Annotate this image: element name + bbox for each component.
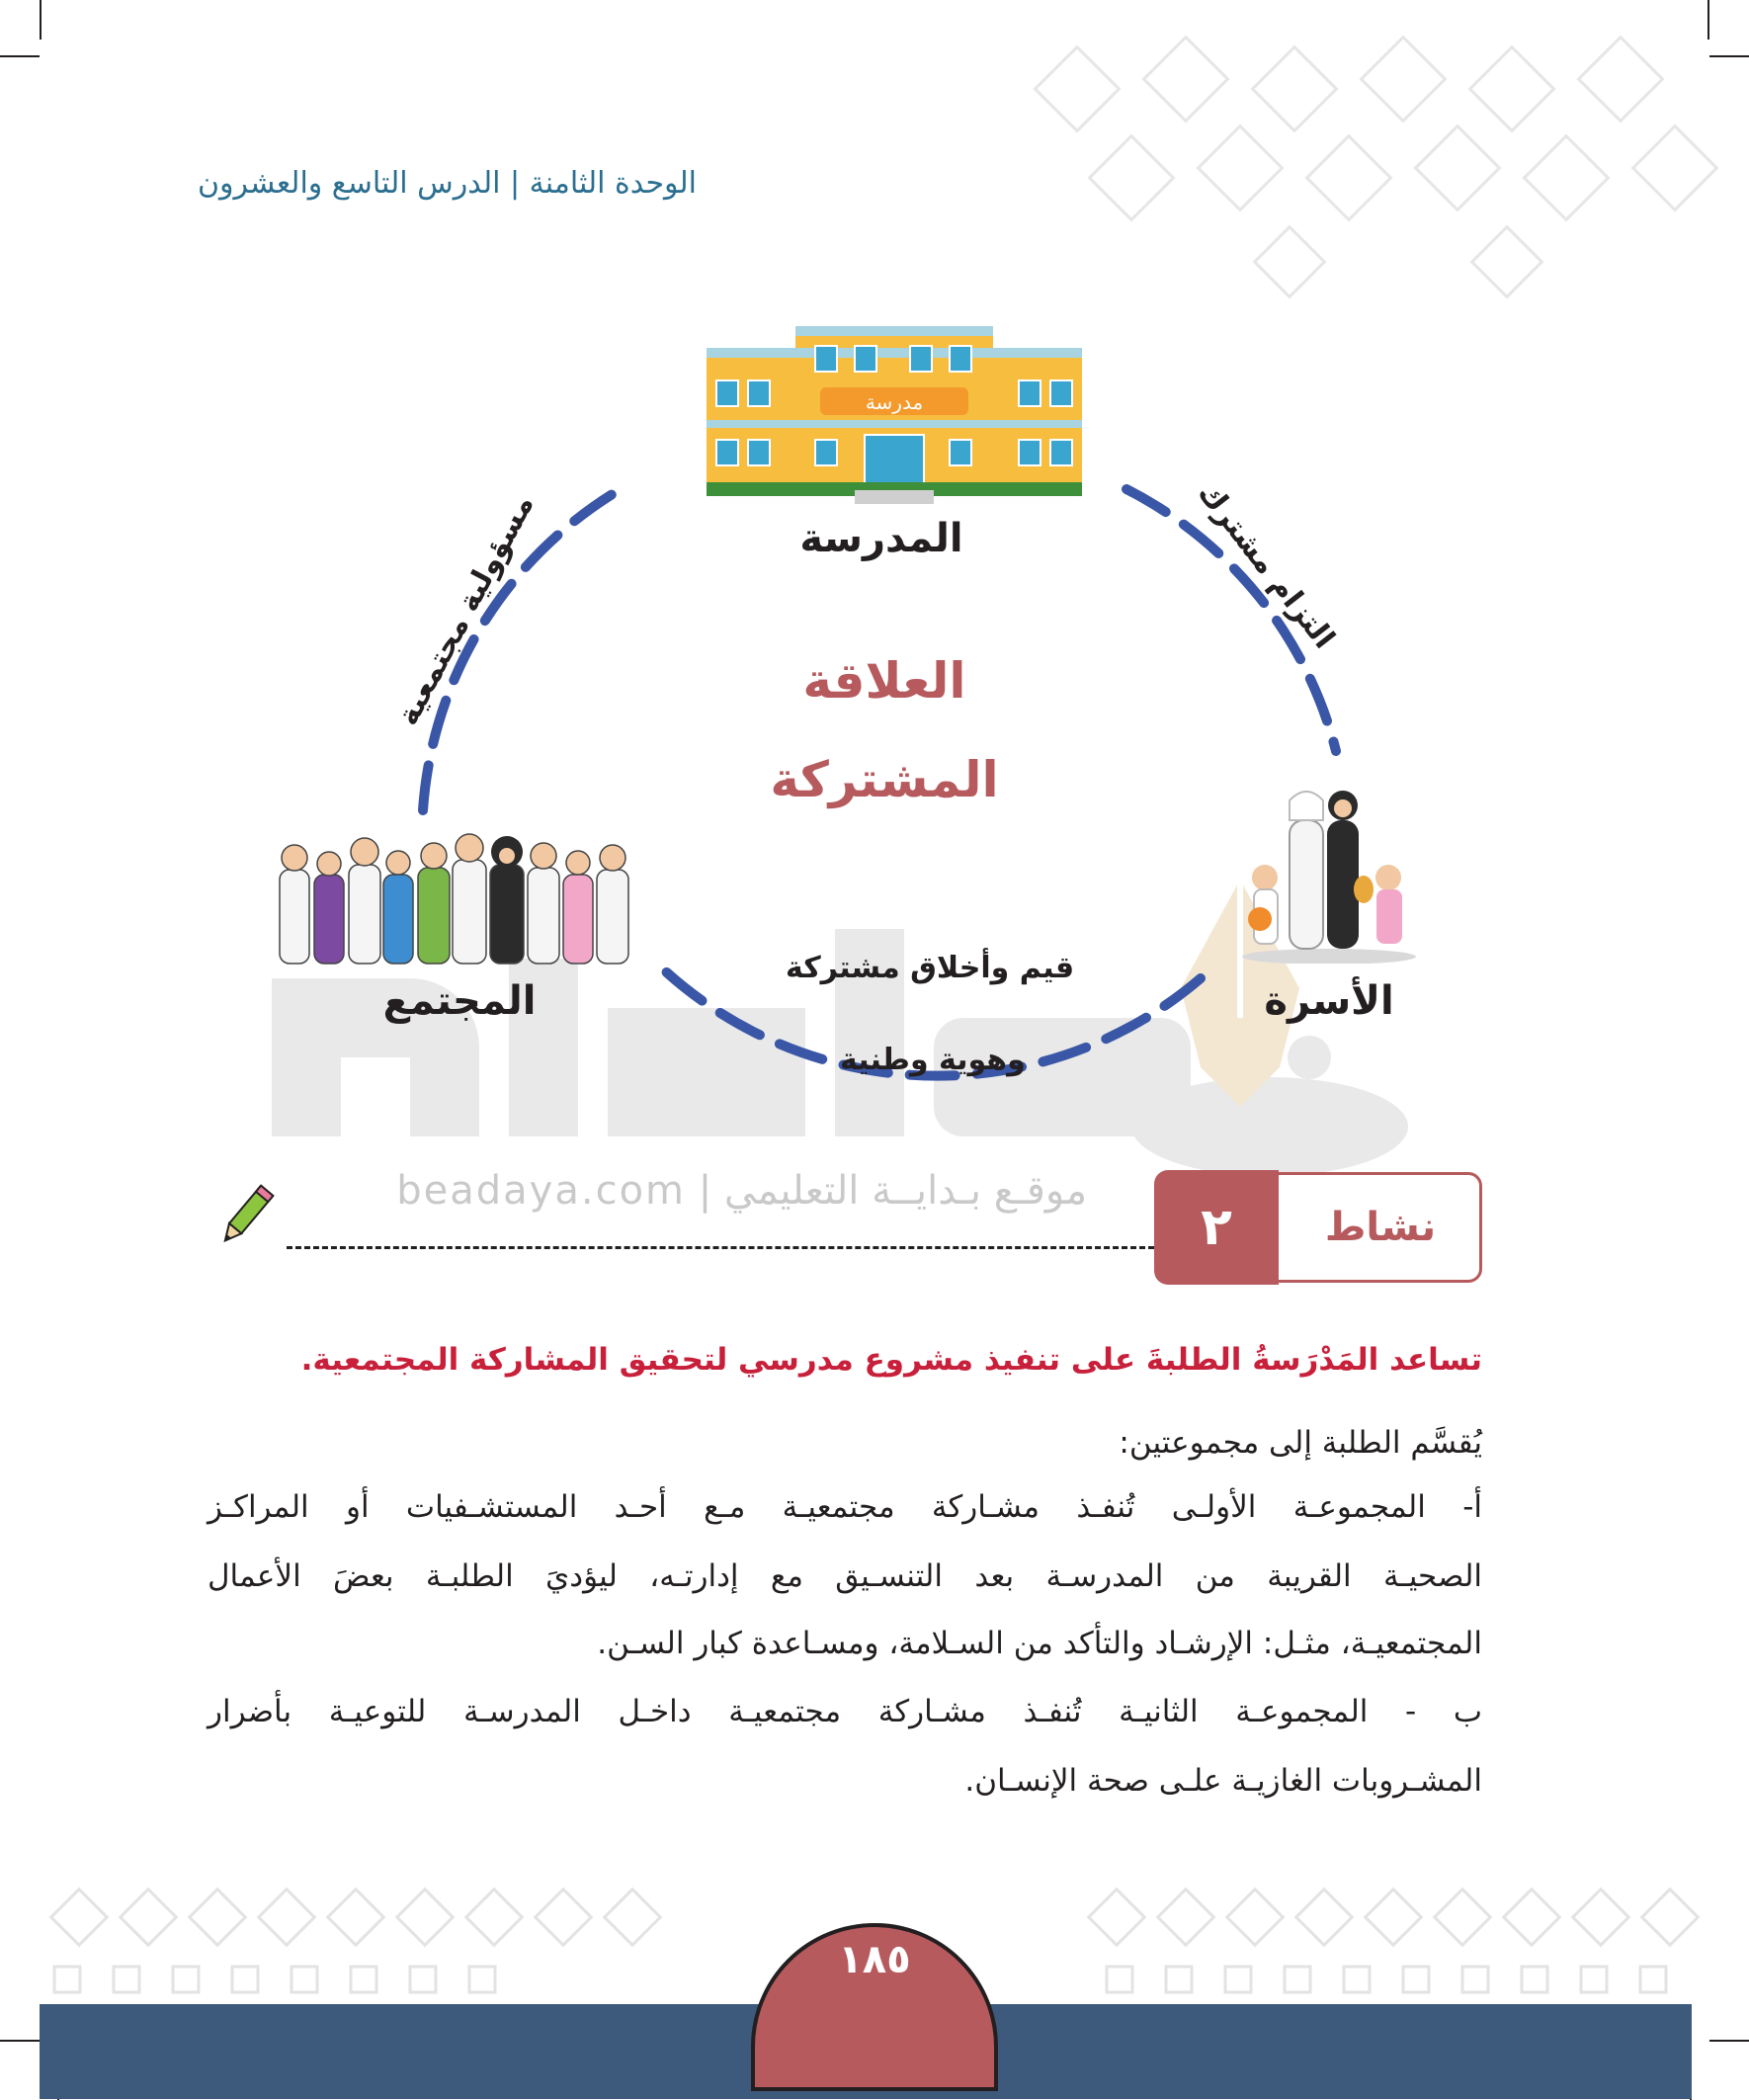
activity-intro: تساعد المَدْرَسةُ الطلبةَ على تنفيذ مشروع مدرسي لتحقيق المشاركة المجتمعية. bbox=[300, 1342, 1482, 1378]
center-title-line2: المشتركة bbox=[770, 751, 999, 808]
edge-label-bottom-1: قيم وأخلاق مشتركة bbox=[786, 951, 1075, 985]
body-line: المجتمعيـة، مثـل: الإرشـاد والتأكد من السـلامة، ومسـاعدة كبار السـن. bbox=[597, 1626, 1482, 1661]
node-community-label: المجتمع bbox=[382, 978, 537, 1024]
activity-label: نشاط bbox=[1324, 1205, 1437, 1250]
body-line: المشـروبات الغازيـة علـى صحة الإنسـان. bbox=[964, 1763, 1482, 1799]
body-line: أ- المجموعـة الأولـى تُنفـذ مشـاركة مجتمعيـة مـع أحـد المستشـفيات أو المراكـز bbox=[208, 1489, 1482, 1525]
pencil-icon bbox=[209, 1182, 279, 1251]
body-line: الصحيـة القريبة من المدرسـة بعد التنسـيق مع إدارتـه، ليؤديَ الطلبـة بعضَ الأعمال bbox=[208, 1558, 1482, 1594]
school-sign: مدرسة bbox=[865, 390, 924, 414]
page-number: ١٨٥ bbox=[838, 1937, 911, 1982]
node-school-label: المدرسة bbox=[799, 516, 963, 561]
node-family-label: الأسرة bbox=[1264, 978, 1394, 1024]
school-illustration bbox=[707, 326, 1082, 504]
activity-number: ٢ bbox=[1154, 1170, 1279, 1285]
crop-mark bbox=[0, 2040, 40, 2042]
family-illustration bbox=[1240, 781, 1418, 964]
body-line: ب - المجموعـة الثانيـة تُنفـذ مشـاركة مجتمعيـة داخـل المدرسـة للتوعيـة بأضرار bbox=[208, 1694, 1482, 1729]
section-divider bbox=[287, 1246, 1154, 1249]
community-illustration bbox=[275, 830, 635, 968]
edge-label-bottom-2: وهوية وطنية bbox=[840, 1043, 1026, 1077]
crop-mark bbox=[1709, 2040, 1749, 2042]
body-line: يُقسَّم الطلبة إلى مجموعتين: bbox=[1119, 1425, 1482, 1461]
edge-label-right: التزام مشترك bbox=[1191, 475, 1342, 656]
center-title-line1: العلاقة bbox=[802, 652, 966, 710]
edge-label-left: مسؤولية مجتمعية bbox=[390, 489, 541, 731]
watermark-text: موقـع بـدايــة التعليمي | beadaya.com bbox=[396, 1168, 1087, 1214]
breadcrumb: الوحدة الثامنة | الدرس التاسع والعشرون bbox=[198, 166, 698, 201]
